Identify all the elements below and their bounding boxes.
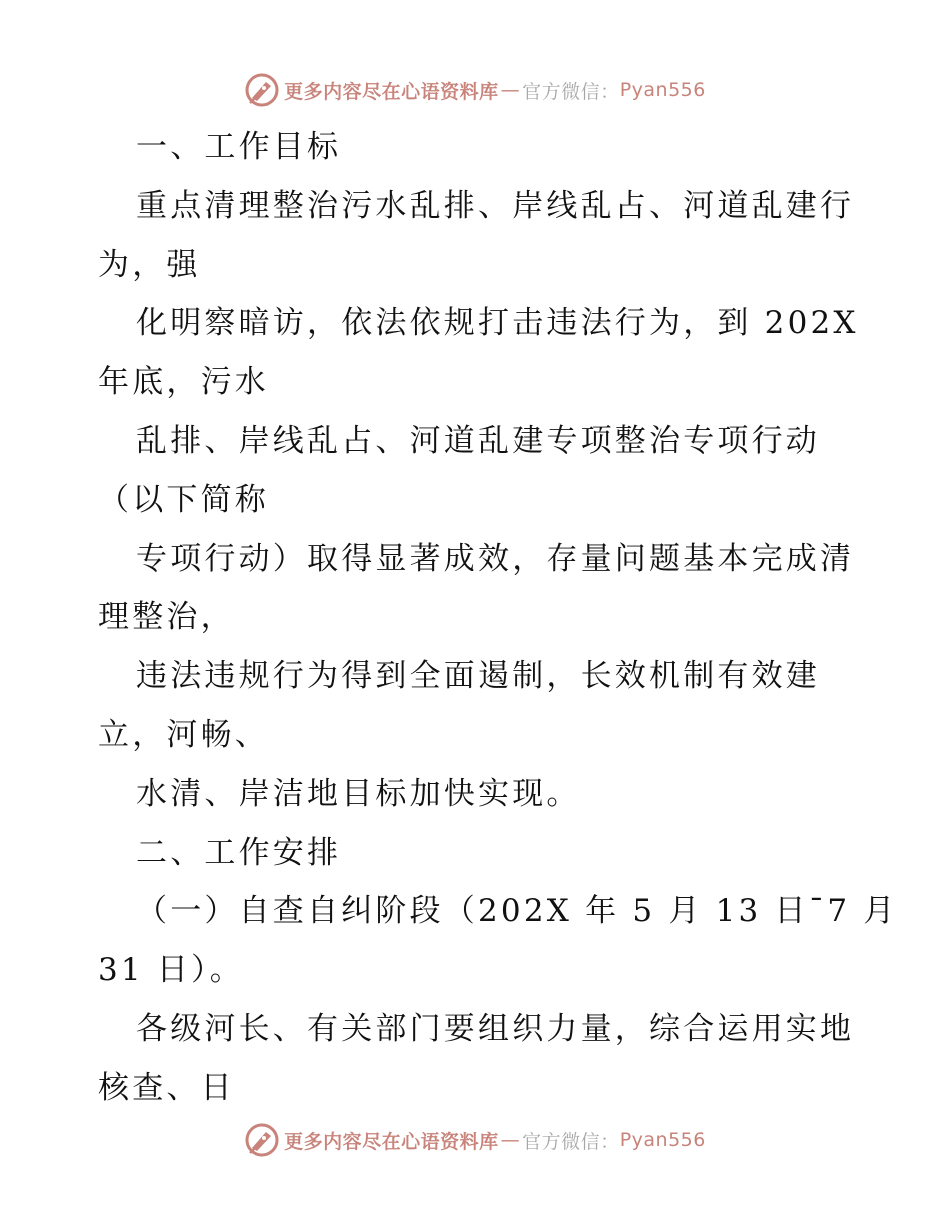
footer-banner <box>0 1120 950 1160</box>
paragraph-line: （以下简称 <box>98 481 269 518</box>
banner-separator: — <box>500 79 521 101</box>
paragraph-line: 乱排、岸线乱占、河道乱建专项整治专项行动 <box>136 422 820 459</box>
paragraph-line: 违法违规行为得到全面遏制，长效机制有效建 <box>136 658 820 695</box>
paragraph-line: 专项行动）取得显著成效，存量问题基本完成清 <box>136 540 855 577</box>
section-heading: 二、工作安排 <box>136 834 342 871</box>
banner-separator: — <box>500 1129 521 1151</box>
paragraph-line: 年底，污水 <box>98 364 269 401</box>
pen-nib-circle-icon <box>244 72 280 108</box>
paragraph-line: 水清、岸洁地目标加快实现。 <box>136 775 581 812</box>
banner-wechat-id: Pyan556 <box>619 79 706 101</box>
banner-site-text: 更多内容尽在心语资料库 <box>284 1130 499 1153</box>
section-heading: 一、工作目标 <box>136 129 342 165</box>
document-body <box>98 118 898 1118</box>
header-banner <box>0 70 950 110</box>
paragraph-line: 立，河畅、 <box>98 716 269 753</box>
paragraph-line: 31 日）。 <box>98 952 244 989</box>
paragraph-line: 核查、日 <box>98 1069 235 1106</box>
banner-wechat-label: 官方微信： <box>522 80 620 103</box>
paragraph-line: 理整治， <box>98 599 235 636</box>
banner-site-text: 更多内容尽在心语资料库 <box>284 80 499 103</box>
paragraph-line: 重点清理整治污水乱排、岸线乱占、河道乱建行 <box>136 187 855 224</box>
subsection-heading: （一）自查自纠阶段（202X 年 5 月 13 日¯7 月 <box>136 893 898 930</box>
paragraph-line: 为，强 <box>98 246 201 283</box>
pen-nib-circle-icon <box>244 1122 280 1158</box>
banner-wechat-id: Pyan556 <box>619 1129 706 1151</box>
banner-wechat-label: 官方微信： <box>522 1130 620 1153</box>
paragraph-line: 各级河长、有关部门要组织力量，综合运用实地 <box>136 1010 855 1047</box>
paragraph-line: 化明察暗访，依法依规打击违法行为，到 202X <box>136 305 859 342</box>
